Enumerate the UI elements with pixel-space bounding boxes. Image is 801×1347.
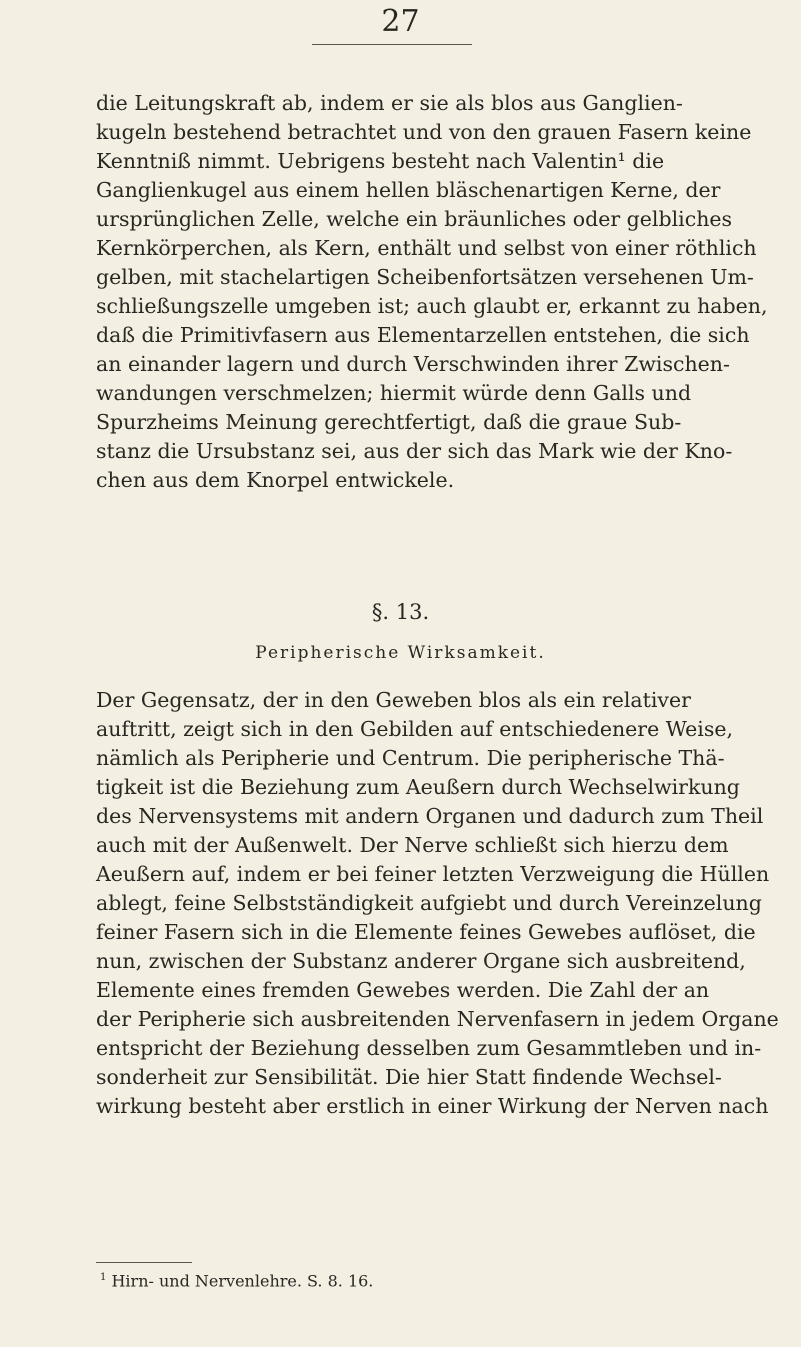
section-number: §. 13. bbox=[371, 600, 430, 624]
text-line: chen aus dem Knorpel entwickele. bbox=[96, 468, 455, 492]
text-line: auftritt, zeigt sich in den Gebilden auf entschiedenere Weise, bbox=[96, 717, 734, 741]
text-line: kugeln bestehend betrachtet und von den grauen Fasern keine bbox=[96, 120, 752, 144]
text-line: Kenntniß nimmt. Uebrigens besteht nach Valentin¹ die bbox=[96, 149, 665, 173]
text-line: sonderheit zur Sensibilität. Die hier Statt findende Wechsel- bbox=[96, 1065, 722, 1089]
section-title: Peripherische Wirksamkeit. bbox=[255, 643, 546, 663]
text-line: daß die Primitivfasern aus Elementarzellen entstehen, die sich bbox=[96, 323, 750, 347]
text-line: nämlich als Peripherie und Centrum. Die peripherische Thä- bbox=[96, 746, 725, 770]
text-line: wirkung besteht aber erstlich in einer Wirkung der Nerven nach bbox=[96, 1094, 769, 1118]
text-line: ablegt, feine Selbstständigkeit aufgiebt und durch Vereinzelung bbox=[96, 891, 762, 915]
text-line: der Peripherie sich ausbreitenden Nervenfasern in jedem Organe bbox=[96, 1007, 779, 1031]
text-line: Spurzheims Meinung gerechtfertigt, daß die graue Sub- bbox=[96, 410, 682, 434]
text-line: stanz die Ursubstanz sei, aus der sich das Mark wie der Kno- bbox=[96, 439, 733, 463]
text-line: entspricht der Beziehung desselben zum Gesammtleben und in- bbox=[96, 1036, 762, 1060]
text-line: an einander lagern und durch Verschwinden ihrer Zwischen- bbox=[96, 352, 730, 376]
text-line: tigkeit ist die Beziehung zum Aeußern durch Wechselwirkung bbox=[96, 775, 740, 799]
text-line: des Nervensystems mit andern Organen und dadurch zum Theil bbox=[96, 804, 764, 828]
text-line: auch mit der Außenwelt. Der Nerve schließt sich hierzu dem bbox=[96, 833, 729, 857]
text-line: Ganglienkugel aus einem hellen bläschenartigen Kerne, der bbox=[96, 178, 721, 202]
text-line: feiner Fasern sich in die Elemente feines Gewebes auflöset, die bbox=[96, 920, 756, 944]
text-line: Aeußern auf, indem er bei feiner letzten Verzweigung die Hüllen bbox=[96, 862, 770, 886]
footnote bbox=[100, 1266, 740, 1293]
text-line: ursprünglichen Zelle, welche ein bräunliches oder gelbliches bbox=[96, 207, 733, 231]
text-line: schließungszelle umgeben ist; auch glaubt er, erkannt zu haben, bbox=[96, 294, 768, 318]
text-line: Kernkörperchen, als Kern, enthält und selbst von einer röthlich bbox=[96, 236, 757, 260]
footnote-text: Hirn- und Nervenlehre. S. 8. 16. bbox=[111, 1271, 374, 1291]
text-line: wandungen verschmelzen; hiermit würde denn Galls und bbox=[96, 381, 692, 405]
text-line: Der Gegensatz, der in den Geweben blos als ein relativer bbox=[96, 688, 691, 712]
header-rule bbox=[312, 44, 472, 45]
footnote-marker: 1 bbox=[100, 1272, 107, 1283]
text-line: gelben, mit stachelartigen Scheibenfortsätzen versehenen Um- bbox=[96, 265, 754, 289]
text-line: die Leitungskraft ab, indem er sie als blos aus Ganglien- bbox=[96, 91, 683, 115]
footnote-rule bbox=[96, 1262, 192, 1263]
text-line: nun, zwischen der Substanz anderer Organe sich ausbreitend, bbox=[96, 949, 746, 973]
page-number: 27 bbox=[381, 4, 420, 39]
text-line: Elemente eines fremden Gewebes werden. Die Zahl der an bbox=[96, 978, 710, 1002]
